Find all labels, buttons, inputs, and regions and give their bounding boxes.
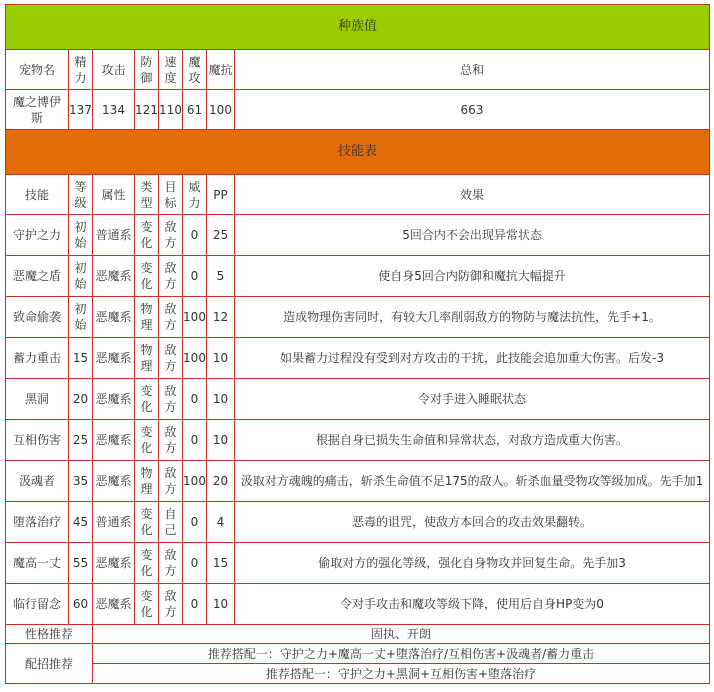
stats-header-cell: 精力 xyxy=(69,50,93,90)
skill-power: 0 xyxy=(183,584,207,625)
stats-data-row xyxy=(6,90,710,130)
skill-pp: 10 xyxy=(207,379,235,420)
skill-level: 15 xyxy=(69,338,93,379)
skill-element: 恶魔系 xyxy=(93,420,135,461)
stats-header-cell: 攻击 xyxy=(93,50,135,90)
skill-type: 变化 xyxy=(135,215,159,256)
skill-type: 变化 xyxy=(135,379,159,420)
skill-row xyxy=(6,215,710,256)
skill-effect: 如果蓄力过程没有受到对方攻击的干扰，此技能会追加重大伤害。后发-3 xyxy=(235,338,710,379)
skill-power: 0 xyxy=(183,256,207,297)
stats-header-cell: 魔抗 xyxy=(207,50,235,90)
skill-power: 0 xyxy=(183,215,207,256)
skill-power: 0 xyxy=(183,379,207,420)
skill-pp: 15 xyxy=(207,543,235,584)
skill-element: 恶魔系 xyxy=(93,461,135,502)
skill-power: 0 xyxy=(183,502,207,543)
skill-element: 恶魔系 xyxy=(93,338,135,379)
combo-item: 推荐搭配一：守护之力+魔高一丈+堕落治疗/互相伤害+汲魂者/蓄力重击 xyxy=(93,644,710,664)
skill-power: 100 xyxy=(183,461,207,502)
skill-target: 敌方 xyxy=(159,543,183,584)
skills-header-cell: 技能 xyxy=(6,175,69,215)
skill-type: 物理 xyxy=(135,461,159,502)
skill-type: 变化 xyxy=(135,543,159,584)
skill-target: 敌方 xyxy=(159,461,183,502)
skill-element: 恶魔系 xyxy=(93,543,135,584)
skill-name: 黑洞 xyxy=(6,379,69,420)
stat-value: 100 xyxy=(207,90,235,130)
skill-pp: 12 xyxy=(207,297,235,338)
skill-effect: 造成物理伤害同时，有较大几率削弱敌方的物防与魔法抗性，先手+1。 xyxy=(235,297,710,338)
skill-target: 敌方 xyxy=(159,256,183,297)
skill-pp: 25 xyxy=(207,215,235,256)
nature-value: 固执、开朗 xyxy=(93,625,710,644)
skill-level: 35 xyxy=(69,461,93,502)
skill-effect: 令对手攻击和魔攻等级下降，使用后自身HP变为0 xyxy=(235,584,710,625)
stats-header-cell: 宠物名 xyxy=(6,50,69,90)
stats-section-title: 种族值 xyxy=(6,5,710,50)
skill-element: 恶魔系 xyxy=(93,379,135,420)
skill-effect: 汲取对方魂魄的痛击，斩杀生命值不足175的敌人。斩杀血量受物攻等级加成。先手加1 xyxy=(235,461,710,502)
skills-header-cell: 类型 xyxy=(135,175,159,215)
stat-value: 61 xyxy=(183,90,207,130)
skill-level: 初始 xyxy=(69,256,93,297)
nature-row xyxy=(6,625,710,644)
skills-section-title: 技能表 xyxy=(6,130,710,175)
combo-row xyxy=(6,664,710,684)
skill-row xyxy=(6,338,710,379)
skill-power: 0 xyxy=(183,420,207,461)
skill-name: 互相伤害 xyxy=(6,420,69,461)
skill-pp: 20 xyxy=(207,461,235,502)
skill-row xyxy=(6,502,710,543)
skill-name: 守护之力 xyxy=(6,215,69,256)
skill-element: 恶魔系 xyxy=(93,584,135,625)
skill-effect: 根据自身已损失生命值和异常状态，对敌方造成重大伤害。 xyxy=(235,420,710,461)
skill-power: 100 xyxy=(183,297,207,338)
skill-row xyxy=(6,256,710,297)
nature-label: 性格推荐 xyxy=(6,625,93,644)
skills-header-row xyxy=(6,175,710,215)
stats-header-cell: 速度 xyxy=(159,50,183,90)
skill-target: 敌方 xyxy=(159,215,183,256)
skill-type: 变化 xyxy=(135,420,159,461)
skill-element: 恶魔系 xyxy=(93,256,135,297)
skill-name: 临行留念 xyxy=(6,584,69,625)
skill-pp: 10 xyxy=(207,338,235,379)
skill-pp: 10 xyxy=(207,420,235,461)
skill-row xyxy=(6,379,710,420)
skill-effect: 恶毒的诅咒，使敌方本回合的攻击效果翻转。 xyxy=(235,502,710,543)
skill-target: 敌方 xyxy=(159,420,183,461)
skill-type: 物理 xyxy=(135,297,159,338)
skill-row xyxy=(6,584,710,625)
skill-level: 20 xyxy=(69,379,93,420)
skill-power: 0 xyxy=(183,543,207,584)
skill-type: 物理 xyxy=(135,338,159,379)
skill-element: 普通系 xyxy=(93,502,135,543)
skill-level: 初始 xyxy=(69,215,93,256)
skill-level: 45 xyxy=(69,502,93,543)
stats-header-cell: 防御 xyxy=(135,50,159,90)
skill-power: 100 xyxy=(183,338,207,379)
skill-level: 60 xyxy=(69,584,93,625)
skill-name: 恶魔之盾 xyxy=(6,256,69,297)
skill-effect: 偷取对方的强化等级，强化自身物攻并回复生命。先手加3 xyxy=(235,543,710,584)
stat-value: 134 xyxy=(93,90,135,130)
pet-name: 魔之博伊斯 xyxy=(6,90,69,130)
skill-row xyxy=(6,461,710,502)
skill-target: 敌方 xyxy=(159,379,183,420)
skill-effect: 使自身5回合内防御和魔抗大幅提升 xyxy=(235,256,710,297)
stat-total: 663 xyxy=(235,90,710,130)
pet-info-table xyxy=(5,4,710,684)
skills-header-cell: PP xyxy=(207,175,235,215)
skill-pp: 10 xyxy=(207,584,235,625)
stats-header-cell: 总和 xyxy=(235,50,710,90)
skill-pp: 5 xyxy=(207,256,235,297)
stat-value: 137 xyxy=(69,90,93,130)
combo-row xyxy=(6,644,710,664)
skill-row xyxy=(6,420,710,461)
stats-header-cell: 魔攻 xyxy=(183,50,207,90)
skill-name: 汲魂者 xyxy=(6,461,69,502)
stats-header-row xyxy=(6,50,710,90)
skills-header-cell: 效果 xyxy=(235,175,710,215)
skills-header-cell: 威力 xyxy=(183,175,207,215)
skill-level: 初始 xyxy=(69,297,93,338)
skill-type: 变化 xyxy=(135,584,159,625)
combo-item: 推荐搭配一：守护之力+黑洞+互相伤害+堕落治疗 xyxy=(93,664,710,684)
skill-name: 蓄力重击 xyxy=(6,338,69,379)
skill-pp: 4 xyxy=(207,502,235,543)
skill-element: 普通系 xyxy=(93,215,135,256)
stat-value: 110 xyxy=(159,90,183,130)
stat-value: 121 xyxy=(135,90,159,130)
skills-header-cell: 等级 xyxy=(69,175,93,215)
skill-type: 变化 xyxy=(135,502,159,543)
skills-header-cell: 属性 xyxy=(93,175,135,215)
combo-label: 配招推荐 xyxy=(6,644,93,684)
skill-level: 25 xyxy=(69,420,93,461)
skill-name: 堕落治疗 xyxy=(6,502,69,543)
skill-name: 致命偷袭 xyxy=(6,297,69,338)
skill-target: 敌方 xyxy=(159,338,183,379)
skill-row xyxy=(6,543,710,584)
skill-type: 变化 xyxy=(135,256,159,297)
skill-target: 自己 xyxy=(159,502,183,543)
skills-header-cell: 目标 xyxy=(159,175,183,215)
skill-row xyxy=(6,297,710,338)
skill-level: 55 xyxy=(69,543,93,584)
skill-target: 敌方 xyxy=(159,584,183,625)
skill-target: 敌方 xyxy=(159,297,183,338)
skill-element: 恶魔系 xyxy=(93,297,135,338)
skill-effect: 5回合内不会出现异常状态 xyxy=(235,215,710,256)
skill-effect: 令对手进入睡眠状态 xyxy=(235,379,710,420)
skill-name: 魔高一丈 xyxy=(6,543,69,584)
